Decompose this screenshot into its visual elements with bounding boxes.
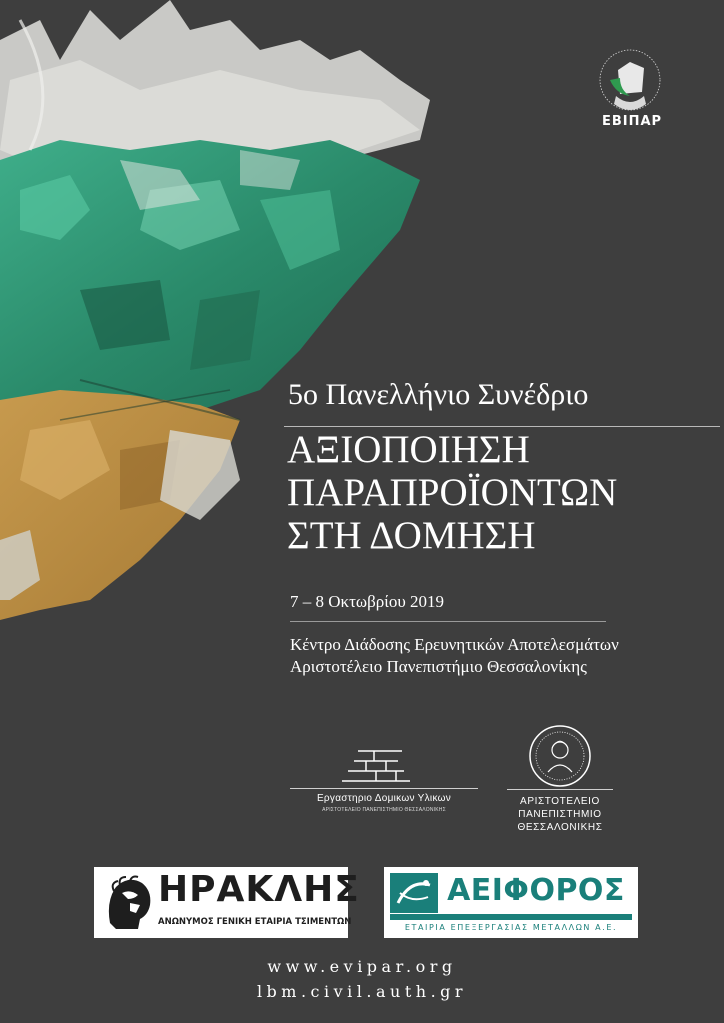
herakles-sponsor-logo	[94, 867, 360, 938]
university-name	[500, 795, 620, 834]
university-line-3: ΘΕΣΣΑΛΟΝΙΚΗΣ	[517, 822, 603, 833]
title-line-2: ΠΑΡΑΠΡΟΪΟΝΤΩΝ	[287, 471, 618, 514]
aeiforos-swirl-icon	[390, 873, 438, 913]
title-divider	[284, 426, 720, 427]
aeiforos-sponsor-logo	[384, 867, 638, 938]
university-line-1: ΑΡΙΣΤΟΤΕΛΕΙΟ	[520, 796, 600, 807]
herakles-head-icon	[100, 873, 158, 931]
aeiforos-name: ΑΕΙΦΟΡΟΣ	[447, 873, 625, 908]
aeiforos-bar	[390, 914, 632, 920]
herakles-subtitle: ΑΝΩΝΥΜΟΣ ΓΕΝΙΚΗ ΕΤΑΙΡΙΑ ΤΣΙΜΕΝΤΩΝ	[158, 917, 352, 927]
venue-line-1: Κέντρο Διάδοσης Ερευνητικών Αποτελεσμάτων	[290, 635, 619, 654]
website-link-evipar[interactable]: www.evipar.org	[267, 957, 457, 976]
lab-name: Εργαστηριο Δομικων Υλικων	[316, 793, 452, 804]
university-seal-icon	[528, 724, 592, 788]
herakles-name: ΗΡΑΚΛΗΣ	[158, 869, 360, 910]
conference-title	[287, 428, 617, 557]
venue-line-2: Αριστοτέλειο Πανεπιστήμιο Θεσσαλονίκης	[290, 657, 587, 676]
university-divider	[507, 789, 613, 790]
university-line-2: ΠΑΝΕΠΙΣΤΗΜΙΟ	[518, 809, 602, 820]
conference-dates: 7 – 8 Οκτωβρίου 2019	[290, 592, 444, 611]
evipar-logo-text: ΕΒΙΠΑΡ	[601, 114, 663, 129]
website-link-lbm[interactable]: lbm.civil.auth.gr	[256, 982, 468, 1001]
title-line-1: ΑΞΙΟΠΟΙΗΣΗ	[287, 428, 530, 471]
conference-edition: 5ο Πανελλήνιο Συνέδριο	[288, 378, 589, 411]
aeiforos-subtitle: ΕΤΑΙΡΙΑ ΕΠΕΞΕΡΓΑΣΙΑΣ ΜΕΤΑΛΛΩΝ Α.Ε.	[404, 923, 618, 932]
lab-subtitle: ΑΡΙΣΤΟΤΕΛΕΙΟ ΠΑΝΕΠΙΣΤΗΜΙΟ ΘΕΣΣΑΛΟΝΙΚΗΣ	[322, 807, 446, 813]
brick-wall-icon	[340, 745, 414, 787]
dates-divider	[290, 621, 606, 622]
lab-divider	[290, 788, 478, 789]
title-line-3: ΣΤΗ ΔΟΜΗΣΗ	[287, 514, 536, 557]
